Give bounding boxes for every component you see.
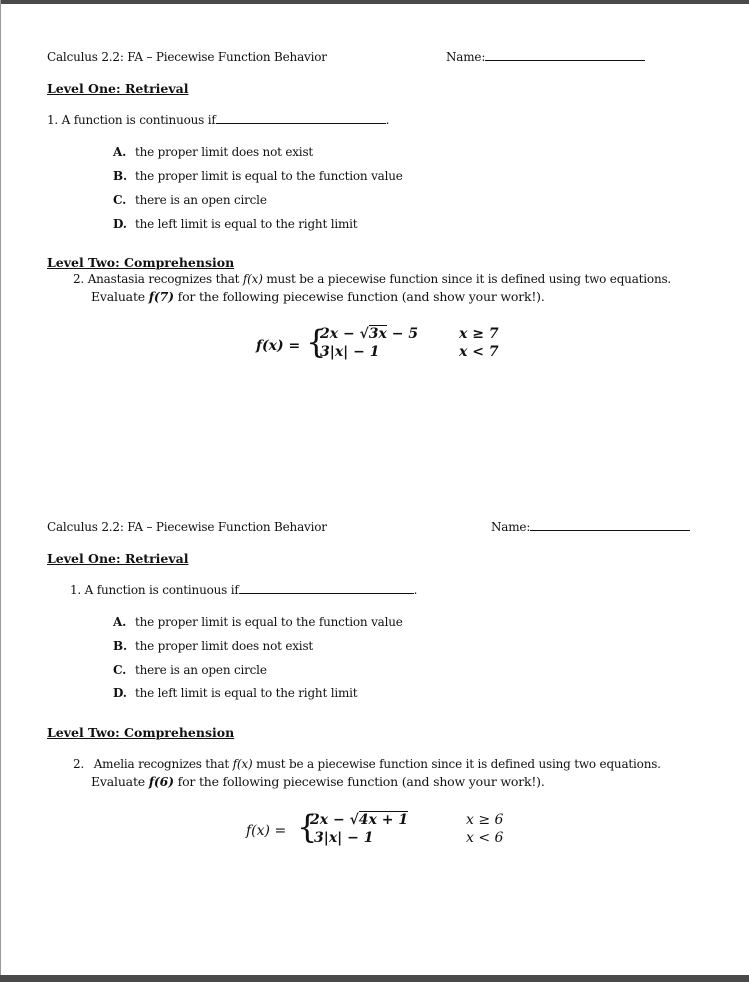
equation-lhs: f(x) =: [256, 338, 301, 354]
level-two-heading: Level Two: Comprehension: [47, 725, 235, 740]
condition-1: x ≥ 6: [466, 812, 504, 828]
question-1-period: .: [385, 113, 390, 127]
name-label: [491, 520, 690, 534]
answer-blank[interactable]: [216, 122, 386, 124]
option-text: there is an open circle: [135, 663, 267, 677]
evaluate-label: Evaluate: [91, 289, 145, 304]
question-2-line-2: [91, 774, 545, 789]
option-text: the left limit is equal to the right limit: [135, 686, 358, 700]
option-letter: D.: [113, 217, 127, 231]
window-bottom-border: [0, 975, 749, 982]
evaluate-function: f(6): [148, 774, 174, 789]
option-letter: B.: [113, 639, 127, 653]
evaluate-text: for the following piecewise function (and show your work!).: [177, 774, 545, 789]
option-text: there is an open circle: [135, 193, 267, 207]
option-letter: A.: [113, 615, 127, 629]
question-2-line-2: [91, 289, 545, 304]
option-text: the proper limit is equal to the function value: [135, 615, 403, 629]
option-c[interactable]: [113, 663, 267, 677]
option-text: the left limit is equal to the right limit: [135, 217, 358, 231]
equation-case-2: 3|x| − 1: [314, 830, 374, 846]
option-text: the proper limit does not exist: [135, 145, 314, 159]
sqrt-symbol: √: [359, 326, 369, 342]
option-text: the proper limit does not exist: [135, 639, 314, 653]
question-2-text: Amelia recognizes that: [93, 757, 230, 771]
option-b[interactable]: [113, 169, 403, 183]
condition-2: x < 7: [459, 344, 499, 360]
question-2-number: 2.: [73, 757, 85, 771]
option-b[interactable]: [113, 639, 313, 653]
evaluate-text: for the following piecewise function (and show your work!).: [177, 289, 545, 304]
left-brace: {: [297, 808, 318, 846]
worksheet-title: Calculus 2.2: FA – Piecewise Function Behavior: [47, 50, 327, 64]
radicand: 3x: [368, 326, 387, 342]
level-one-heading: Level One: Retrieval: [47, 551, 189, 566]
equation-lhs: f(x) =: [246, 823, 287, 839]
function-symbol: f(x): [242, 272, 263, 286]
option-letter: B.: [113, 169, 127, 183]
condition-1: x ≥ 7: [459, 326, 499, 342]
condition-2: x < 6: [466, 830, 504, 846]
option-c[interactable]: [113, 193, 267, 207]
evaluate-function: f(7): [148, 289, 174, 304]
question-1: [70, 583, 417, 597]
name-label: [446, 50, 645, 64]
option-letter: A.: [113, 145, 127, 159]
case-1-term: 2x −: [310, 812, 350, 828]
option-letter: C.: [113, 193, 127, 207]
equation-case-1: [320, 326, 418, 342]
name-label-text: Name:: [491, 520, 531, 534]
name-field[interactable]: [530, 530, 690, 531]
question-2-text: Anastasia recognizes that: [87, 272, 240, 286]
option-d[interactable]: [113, 686, 357, 700]
level-two-heading: Level Two: Comprehension: [47, 255, 235, 270]
question-2-text-rest: must be a piecewise function since it is defined using two equations.: [266, 272, 672, 286]
radicand: 4x + 1: [358, 812, 409, 828]
question-1-text: 1. A function is continuous if: [70, 583, 239, 597]
option-letter: D.: [113, 686, 127, 700]
level-one-heading: Level One: Retrieval: [47, 81, 189, 96]
equation-case-2: 3|x| − 1: [320, 344, 380, 360]
question-2-line-1: [73, 757, 661, 771]
option-a[interactable]: [113, 615, 403, 629]
option-d[interactable]: [113, 217, 357, 231]
case-1-constant: − 5: [386, 326, 419, 342]
sqrt-symbol: √: [349, 812, 359, 828]
answer-blank[interactable]: [239, 592, 414, 594]
case-1-term: 2x −: [320, 326, 360, 342]
evaluate-label: Evaluate: [91, 774, 145, 789]
question-2-text-rest: must be a piecewise function since it is defined using two equations.: [256, 757, 661, 771]
name-label-text: Name:: [446, 50, 486, 64]
question-1-period: .: [413, 583, 418, 597]
window-top-border: [0, 0, 749, 4]
function-symbol: f(x): [232, 757, 253, 771]
name-field[interactable]: [485, 60, 645, 61]
equation-case-1: [310, 812, 408, 828]
option-text: the proper limit is equal to the function value: [135, 169, 403, 183]
question-2-number: 2.: [73, 272, 85, 286]
question-1: [47, 113, 389, 127]
option-letter: C.: [113, 663, 127, 677]
left-brace: {: [306, 323, 327, 361]
worksheet-title: Calculus 2.2: FA – Piecewise Function Behavior: [47, 520, 327, 534]
question-2-line-1: [73, 272, 671, 286]
window-left-border: [0, 0, 1, 982]
option-a[interactable]: [113, 145, 313, 159]
question-1-text: 1. A function is continuous if: [47, 113, 216, 127]
